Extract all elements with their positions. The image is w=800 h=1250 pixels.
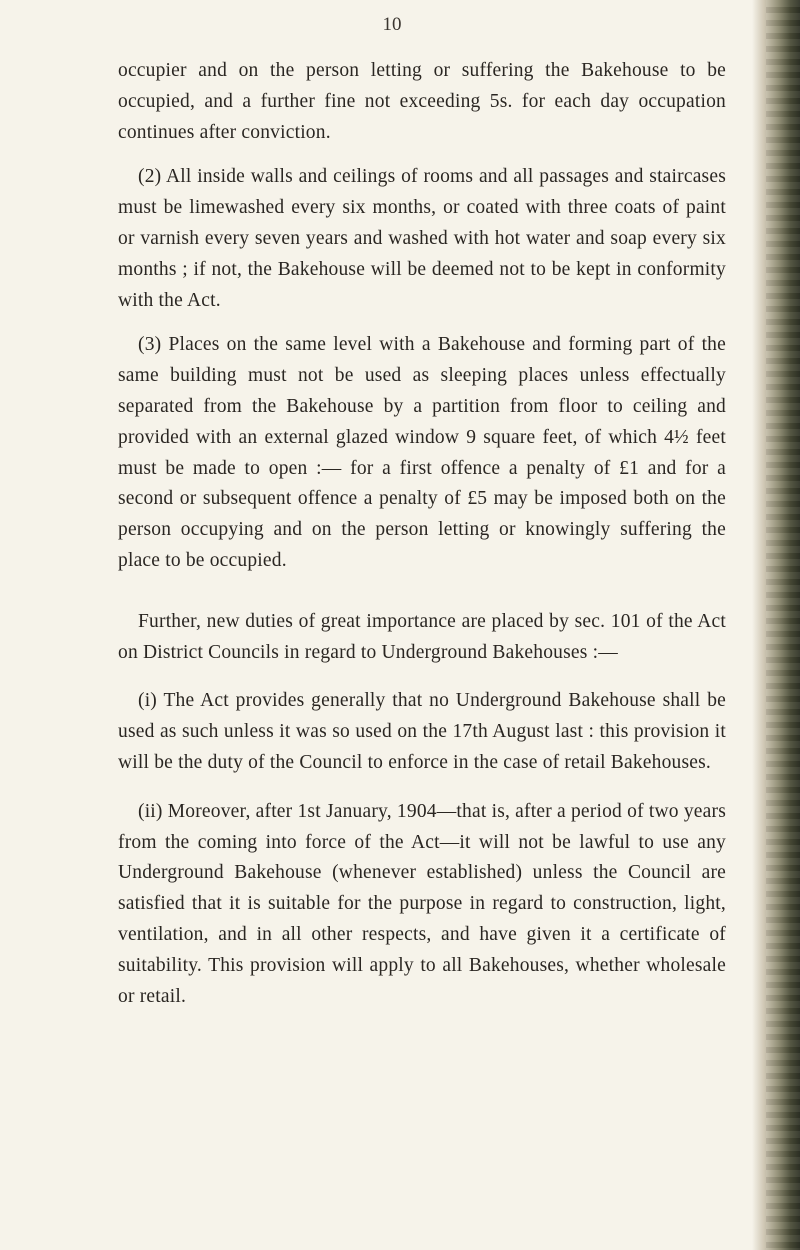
paragraph-sleeping-places: (3) Places on the same level with a Bakehouse and forming part of the same building must not be used as sleeping places unless effectually separated from the Bakehouse by a partition from floor to ceiling and provided with an external glazed window 9 square feet, of which 4½ feet must be made to open :— for a first offence a penalty of £1 and for a second or subsequent offence a penalty of £5 may be imposed both on the person occupying and on the person letting or knowingly suffering the place to be occupied. [118,334,726,571]
page-number: 10 [382,14,402,35]
paragraph-provision-i: (i) The Act provides generally that no Underground Bakehouse shall be used as such unless it was so used on the 17th August last : this provision it will be the duty of the Council to enforce in the case of retail Bakehouses. [118,690,726,773]
body-text [118,56,726,1012]
paragraph-continuation: occupier and on the person letting or suffering the Bakehouse to be occupied, and a further fine not exceeding 5s. for each day occupation continues after conviction. [118,60,726,143]
paragraph-underground-duties: Further, new duties of great importance are placed by sec. 101 of the Act on District Councils in regard to Underground Bakehouses :— [118,610,726,663]
paragraph-provision-ii: (ii) Moreover, after 1st January, 1904—that is, after a period of two years from the coming into force of the Act—it will not be lawful to use any Underground Bakehouse (whenever established) unless the Council are satisfied that it is suitable for the purpose in regard to construction, light, ventilation, and in all other respects, and have given it a certificate of suitability. This provision will apply to all Bakehouses, whether wholesale or retail. [118,800,726,1007]
page-edge-shadow [752,0,800,1250]
paragraph-limewashing: (2) All inside walls and ceilings of rooms and all passages and staircases must be limewashed every six months, or coated with three coats of paint or varnish every seven years and washed with hot water and soap every six months ; if not, the Bakehouse will be deemed not to be kept in conformity with the Act. [118,166,726,311]
